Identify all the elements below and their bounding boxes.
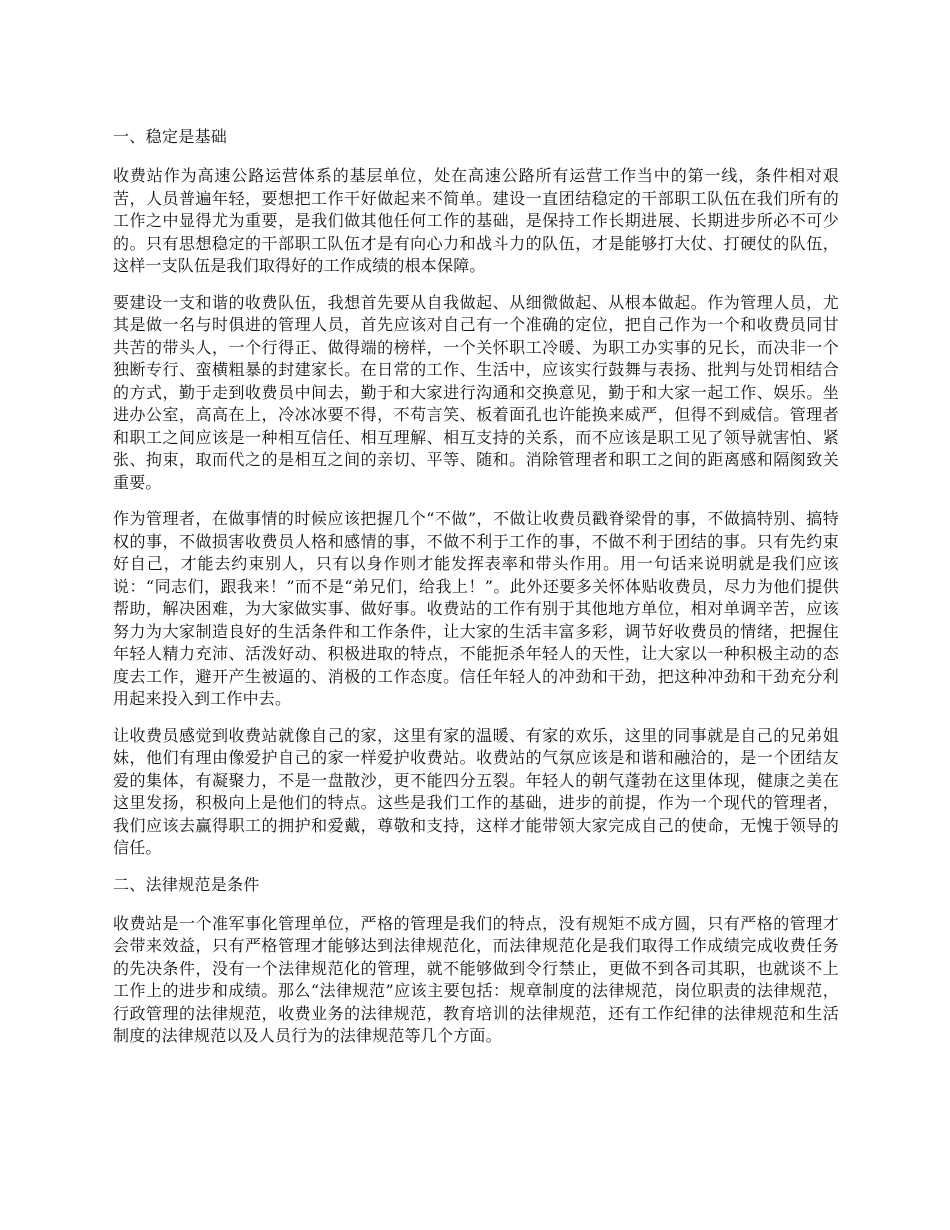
paragraph: 收费站是一个准军事化管理单位，严格的管理是我们的特点，没有规矩不成方圆，只有严格的管理才会带来效益，只有严格管理才能够达到法律规范化，而法律规范化是我们取得工作成绩完成收费任务的先决条件，没有一个法律规范化的管理，就不能够做到令行禁止，更做不到各司其职，也就谈不上工作上的进步和成绩。那么“法律规范”应该主要包括：规章制度的法律规范，岗位职责的法律规范，行政管理的法律规范，收费业务的法律规范，教育培训的法律规范，还有工作纪律的法律规范和生活制度的法律规范以及人员行为的法律规范等几个方面。	[113, 913, 839, 1045]
document-body	[113, 126, 839, 1062]
paragraph: 要建设一支和谐的收费队伍，我想首先要从自我做起、从细微做起、从根本做起。作为管理人员，尤其是做一名与时俱进的管理人员，首先应该对自己有一个准确的定位，把自己作为一个和收费员同甘共苦的带头人，一个行得正、做得端的榜样，一个关怀职工冷暖、为职工办实事的兄长，而决非一个独断专行、蛮横粗暴的封建家长。在日常的工作、生活中，应该实行鼓舞与表扬、批判与处罚相结合的方式，勤于走到收费员中间去，勤于和大家进行沟通和交换意见，勤于和大家一起工作、娱乐。坐进办公室，高高在上，冷冰冰要不得，不苟言笑、板着面孔也许能换来威严，但得不到威信。管理者和职工之间应该是一种相互信任、相互理解、相互支持的关系，而不应该是职工见了领导就害怕、紧张、拘束，取而代之的是相互之间的亲切、平等、随和。消除管理者和职工之间的距离感和隔阂致关重要。	[113, 292, 839, 492]
section-heading-legal-norms: 二、法律规范是条件	[113, 874, 260, 894]
paragraph: 收费站作为高速公路运营体系的基层单位，处在高速公路所有运营工作当中的第一线，条件相对艰苦，人员普遍年轻，要想把工作干好做起来不简单。建设一直团结稳定的干部职工队伍在我们所有的工作之中显得尤为重要，是我们做其他任何工作的基础，是保持工作长期进展、长期进步所必不可少的。只有思想稳定的干部职工队伍才是有向心力和战斗力的队伍，才是能够打大仗、打硬仗的队伍，这样一支队伍是我们取得好的工作成绩的根本保障。	[113, 166, 839, 275]
section-heading-stability: 一、稳定是基础	[113, 127, 228, 146]
paragraph: 作为管理者，在做事情的时候应该把握几个“不做”，不做让收费员戳脊梁骨的事，不做搞特别、搞特权的事，不做损害收费员人格和感情的事，不做不利于工作的事，不做不利于团结的事。只有先约束好自己，才能去约束别人，只有以身作则才能发挥表率和带头作用。用一句话来说明就是我们应该说：“同志们，跟我来！”而不是“弟兄们，给我上！”。此外还要多关怀体贴收费员，尽力为他们提供帮助，解决困难，为大家做实事、做好事。收费站的工作有别于其他地方单位，相对单调辛苦，应该努力为大家制造良好的生活条件和工作条件，让大家的生活丰富多彩，调节好收费员的情绪，把握住年轻人精力充沛、活泼好动、积极进取的特点，不能扼杀年轻人的天性，让大家以一种积极主动的态度去工作，避开产生被逼的、消极的工作态度。信任年轻人的冲劲和干劲，把这种冲劲和干劲充分利用起来投入到工作中去。	[113, 509, 839, 708]
paragraph: 让收费员感觉到收费站就像自己的家，这里有家的温暖、有家的欢乐，这里的同事就是自己的兄弟姐妹，他们有理由像爱护自己的家一样爱护收费站。收费站的气氛应该是和谐和融洽的，是一个团结友爱的集体，有凝聚力，不是一盘散沙，更不能四分五裂。年轻人的朝气蓬勃在这里体现，健康之美在这里发扬，积极向上是他们的特点。这些是我们工作的基础，进步的前提，作为一个现代的管理者，我们应该去赢得职工的拥护和爱戴，尊敬和支持，这样才能带领大家完成自己的使命，无愧于领导的信任。	[113, 725, 839, 857]
